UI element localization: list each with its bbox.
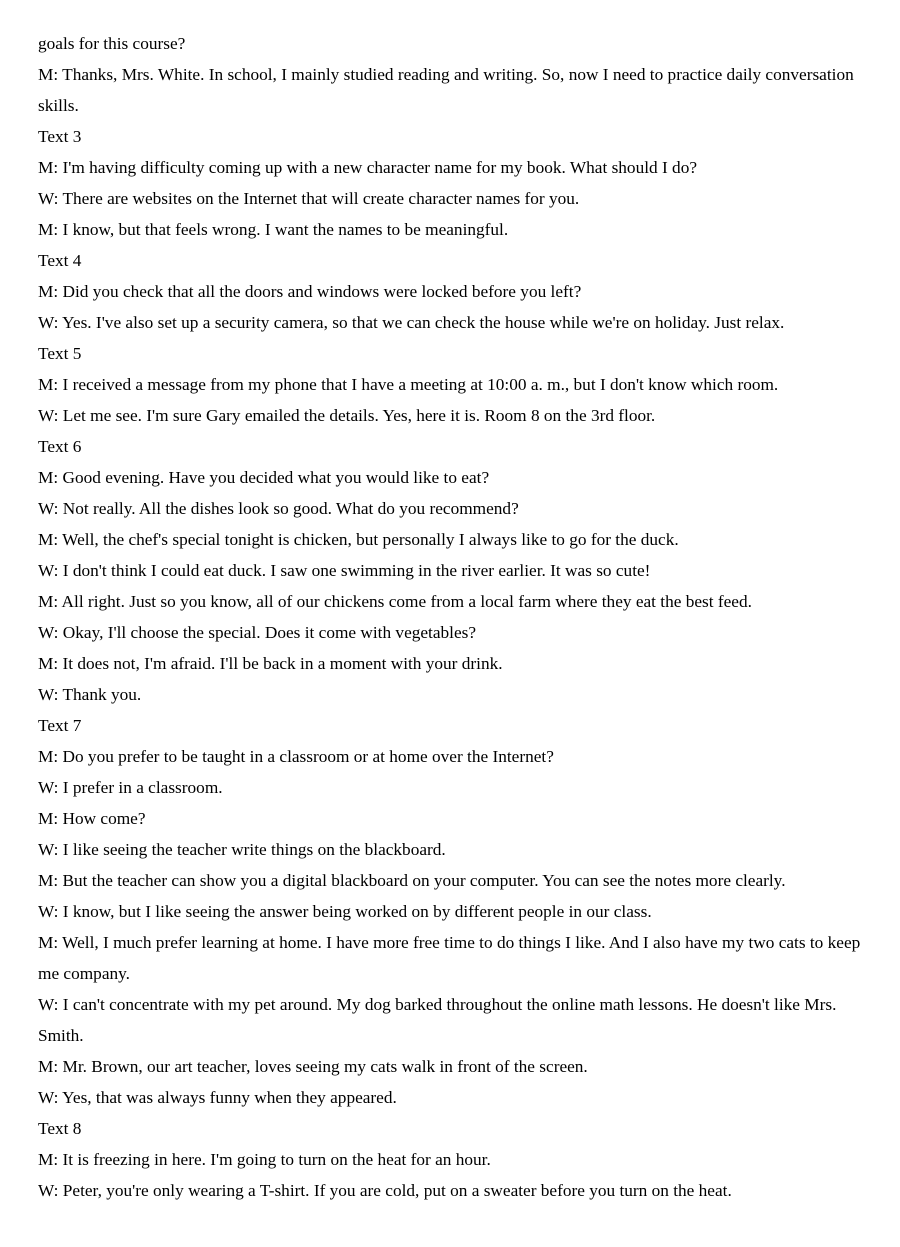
section-heading: Text 8: [38, 1119, 82, 1138]
transcript-line: M: Do you prefer to be taught in a classroom or at home over the Internet?: [38, 747, 554, 766]
transcript-page: [38, 28, 868, 1206]
transcript-line: W: I don't think I could eat duck. I saw one swimming in the river earlier. It was so cute!: [38, 561, 651, 580]
transcript-line: M: It does not, I'm afraid. I'll be back in a moment with your drink.: [38, 654, 503, 673]
transcript-line: M: But the teacher can show you a digital blackboard on your computer. You can see the notes more clearly.: [38, 871, 786, 890]
transcript-line: M: Thanks, Mrs. White. In school, I mainly studied reading and writing. So, now I need to practice daily conversation skills.: [38, 65, 854, 115]
transcript-line: W: Let me see. I'm sure Gary emailed the details. Yes, here it is. Room 8 on the 3rd floor.: [38, 406, 656, 425]
transcript-line: W: I prefer in a classroom.: [38, 778, 223, 797]
transcript-line: M: I received a message from my phone that I have a meeting at 10:00 a. m., but I don't know which room.: [38, 375, 779, 394]
transcript-line: W: I can't concentrate with my pet around. My dog barked throughout the online math lessons. He doesn't like Mrs. Smith.: [38, 995, 837, 1045]
transcript-line: M: How come?: [38, 809, 146, 828]
transcript-line: M: Did you check that all the doors and windows were locked before you left?: [38, 282, 582, 301]
transcript-line: W: Okay, I'll choose the special. Does it come with vegetables?: [38, 623, 477, 642]
section-heading: Text 5: [38, 344, 82, 363]
transcript-line: M: I know, but that feels wrong. I want the names to be meaningful.: [38, 220, 509, 239]
transcript-line: W: Yes. I've also set up a security camera, so that we can check the house while we're on holiday. Just relax.: [38, 313, 785, 332]
transcript-line: W: Thank you.: [38, 685, 142, 704]
transcript-line: W: Not really. All the dishes look so good. What do you recommend?: [38, 499, 519, 518]
transcript-line: goals for this course?: [38, 34, 186, 53]
transcript-line: W: I know, but I like seeing the answer being worked on by different people in our class.: [38, 902, 652, 921]
section-heading: Text 4: [38, 251, 82, 270]
transcript-line: M: Well, the chef's special tonight is chicken, but personally I always like to go for the duck.: [38, 530, 679, 549]
transcript-line: M: All right. Just so you know, all of our chickens come from a local farm where they eat the best feed.: [38, 592, 752, 611]
section-heading: Text 7: [38, 716, 82, 735]
transcript-line: W: I like seeing the teacher write things on the blackboard.: [38, 840, 446, 859]
transcript-line: M: I'm having difficulty coming up with a new character name for my book. What should I do?: [38, 158, 697, 177]
transcript-line: W: Peter, you're only wearing a T-shirt. If you are cold, put on a sweater before you turn on the heat.: [38, 1181, 732, 1200]
transcript-line: W: There are websites on the Internet that will create character names for you.: [38, 189, 580, 208]
transcript-line: W: Yes, that was always funny when they appeared.: [38, 1088, 397, 1107]
transcript-line: M: Mr. Brown, our art teacher, loves seeing my cats walk in front of the screen.: [38, 1057, 588, 1076]
transcript-line: M: Good evening. Have you decided what you would like to eat?: [38, 468, 490, 487]
transcript-line: M: Well, I much prefer learning at home. I have more free time to do things I like. And I also have my two cats to keep me company.: [38, 933, 861, 983]
section-heading: Text 6: [38, 437, 82, 456]
transcript-line: M: It is freezing in here. I'm going to turn on the heat for an hour.: [38, 1150, 491, 1169]
section-heading: Text 3: [38, 127, 82, 146]
